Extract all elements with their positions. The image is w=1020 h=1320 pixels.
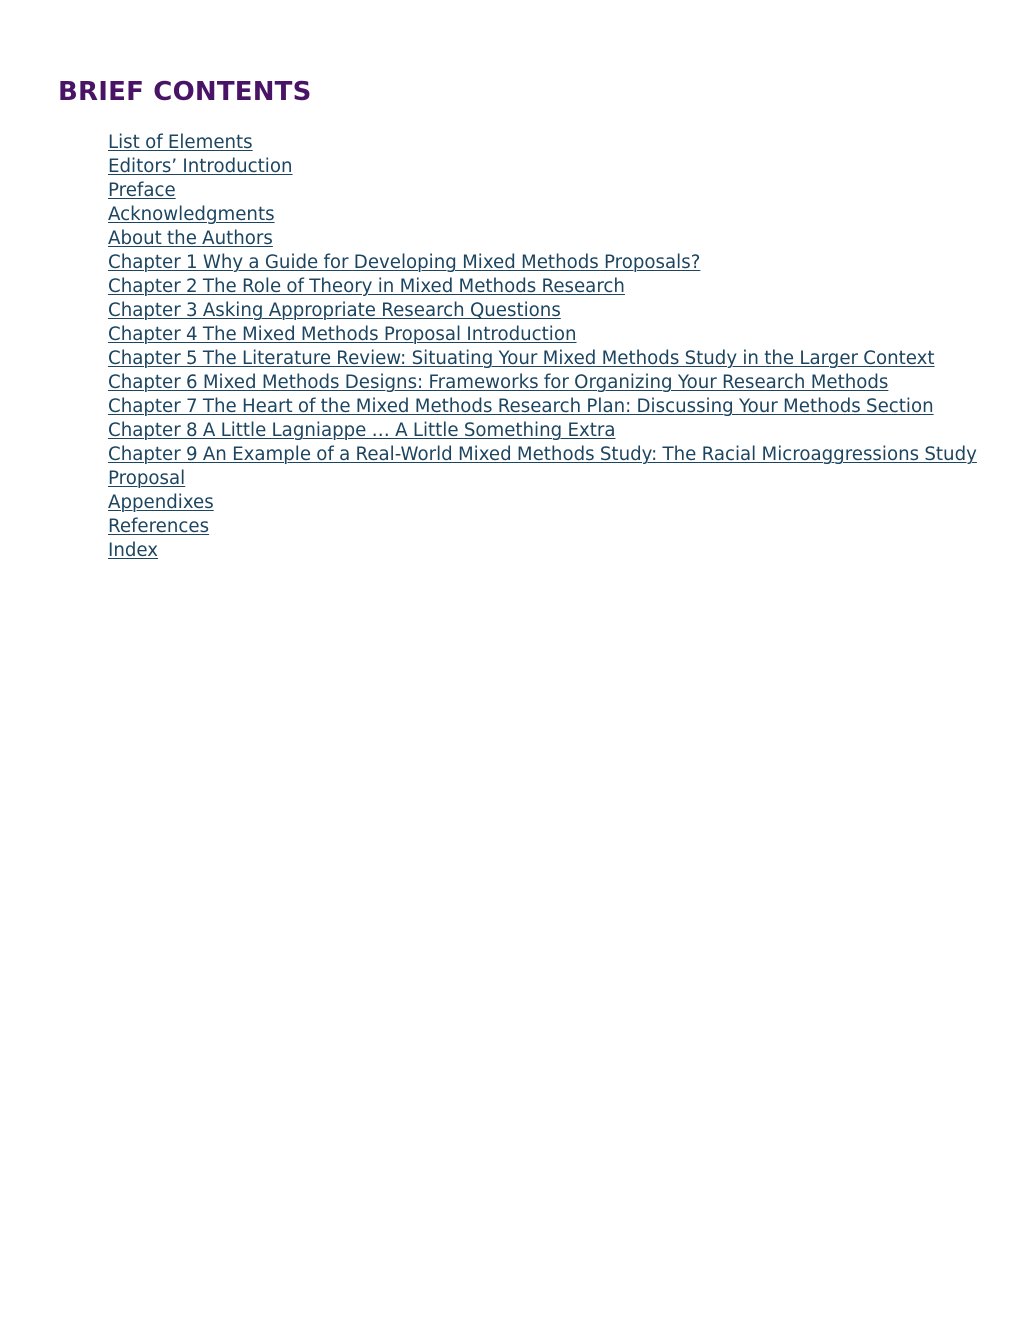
toc-link[interactable]: References [108, 516, 210, 537]
toc-link[interactable]: Index [108, 540, 159, 561]
toc-item [108, 323, 988, 347]
toc-link[interactable]: Chapter 7 The Heart of the Mixed Methods Research Plan: Discussing Your Methods Section [108, 396, 934, 417]
toc-item [108, 419, 988, 443]
toc-item [108, 227, 988, 251]
toc-item [108, 395, 988, 419]
toc-item [108, 251, 988, 275]
toc-link[interactable]: Chapter 3 Asking Appropriate Research Questions [108, 300, 561, 321]
toc-item [108, 539, 988, 563]
toc-link[interactable]: Chapter 8 A Little Lagniappe … A Little Something Extra [108, 420, 616, 441]
toc-item [108, 275, 988, 299]
toc-link[interactable]: List of Elements [108, 132, 253, 153]
toc-item [108, 491, 988, 515]
toc-link[interactable]: Chapter 6 Mixed Methods Designs: Frameworks for Organizing Your Research Methods [108, 372, 889, 393]
toc-item [108, 371, 988, 395]
toc-item [108, 203, 988, 227]
toc-item [108, 443, 988, 491]
toc-link[interactable]: Chapter 1 Why a Guide for Developing Mixed Methods Proposals? [108, 252, 701, 273]
toc-link[interactable]: Chapter 5 The Literature Review: Situating Your Mixed Methods Study in the Larger Context [108, 348, 935, 369]
toc-item [108, 179, 988, 203]
toc-link[interactable]: Chapter 2 The Role of Theory in Mixed Methods Research [108, 276, 625, 297]
toc-item [108, 299, 988, 323]
table-of-contents [108, 131, 988, 563]
toc-link[interactable]: Acknowledgments [108, 204, 275, 225]
toc-item [108, 155, 988, 179]
page-title: BRIEF CONTENTS [58, 77, 312, 107]
toc-link[interactable]: Preface [108, 180, 176, 201]
toc-item [108, 131, 988, 155]
toc-item [108, 347, 988, 371]
toc-link[interactable]: About the Authors [108, 228, 273, 249]
toc-link[interactable]: Chapter 4 The Mixed Methods Proposal Introduction [108, 324, 577, 345]
toc-link[interactable]: Chapter 9 An Example of a Real-World Mixed Methods Study: The Racial Microaggressions Study Proposal [108, 444, 977, 489]
toc-link[interactable]: Editors’ Introduction [108, 156, 293, 177]
toc-link[interactable]: Appendixes [108, 492, 214, 513]
toc-item [108, 515, 988, 539]
